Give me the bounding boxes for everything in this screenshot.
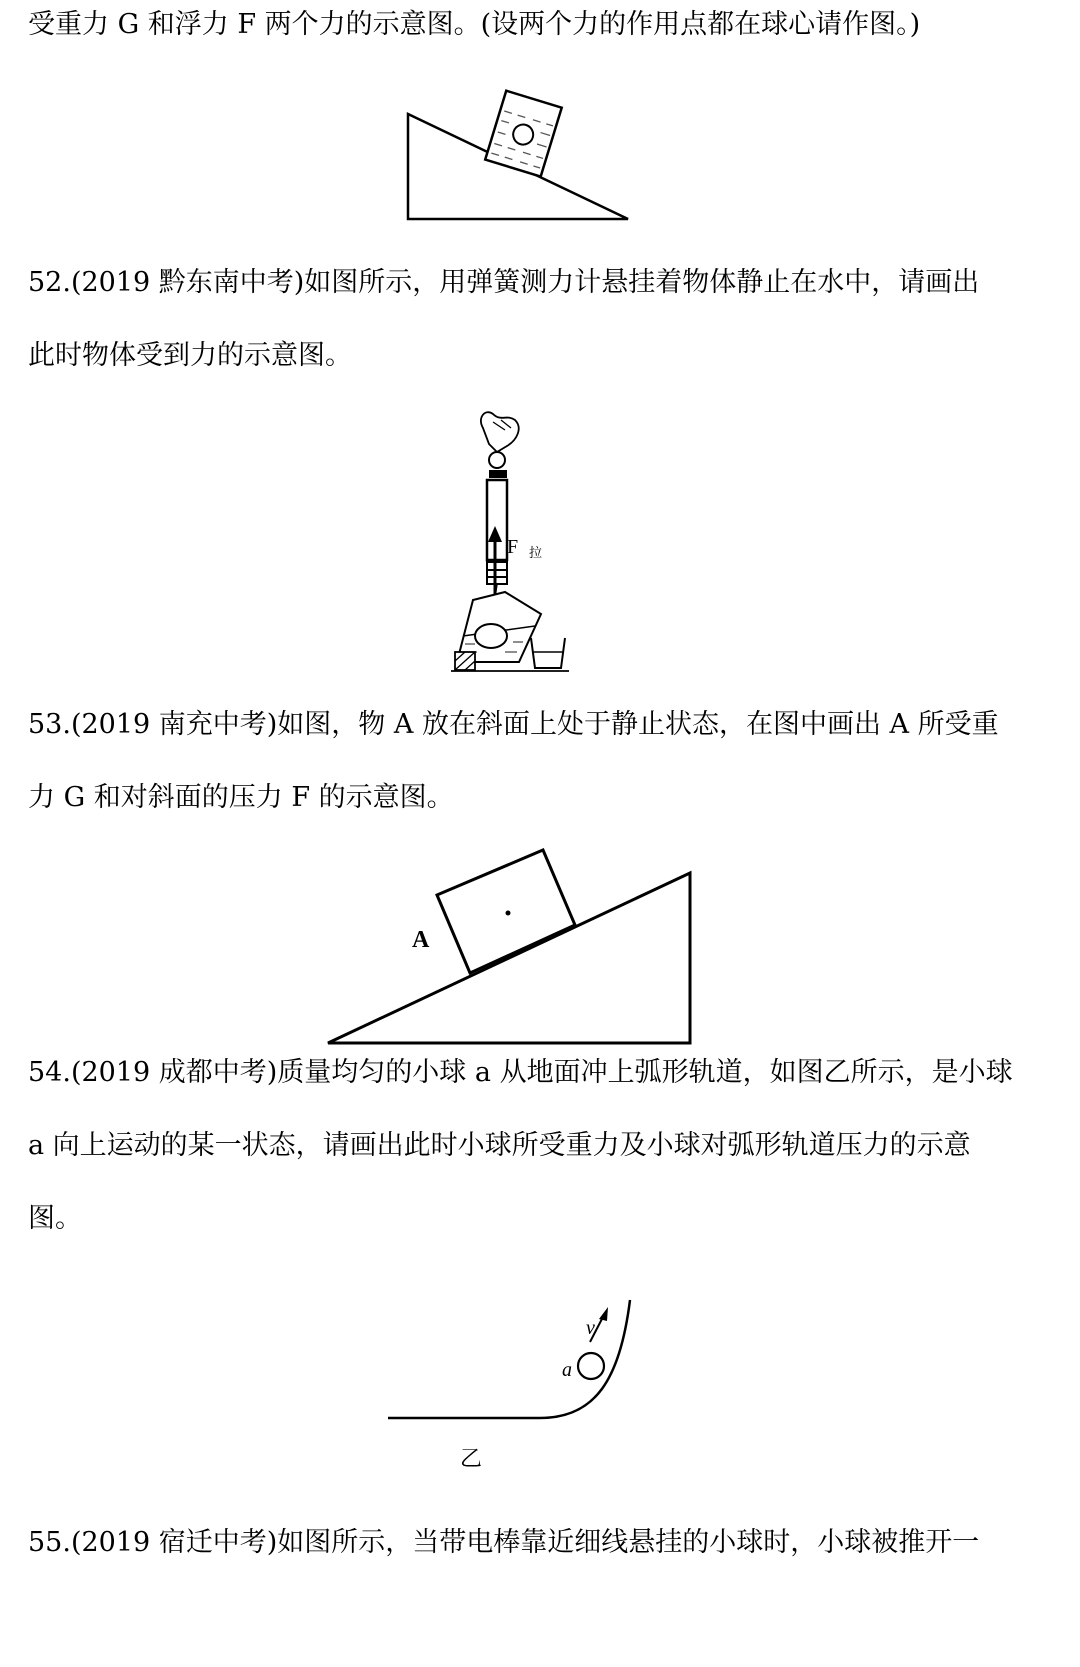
figure-caption: 乙: [460, 1447, 483, 1472]
force-label: F: [507, 536, 519, 558]
text-line: 受重力 G 和浮力 F 两个力的示意图。(设两个力的作用点都在球心请作图。): [28, 9, 921, 40]
text-line: 54.(2019 成都中考)质量均匀的小球 a 从地面冲上弧形轨道，如图乙所示，是小球: [28, 1057, 1013, 1088]
ball-label: a: [562, 1359, 572, 1381]
text-line: a 向上运动的某一状态，请画出此时小球所受重力及小球对弧形轨道压力的示意: [28, 1130, 971, 1161]
figure-incline-block: [300, 835, 720, 1050]
figure-beaker-on-incline: [395, 82, 645, 227]
figure-spring-scale: [445, 400, 595, 678]
text-line: 图。: [28, 1203, 82, 1234]
block-label: A: [412, 927, 430, 953]
text-line: 55.(2019 宿迁中考)如图所示，当带电棒靠近细线悬挂的小球时，小球被推开一: [28, 1527, 980, 1558]
text-line: 53.(2019 南充中考)如图，物 A 放在斜面上处于静止状态，在图中画出 A 所受重: [28, 709, 999, 740]
text-line: 此时物体受到力的示意图。: [28, 340, 352, 371]
velocity-label: v: [586, 1317, 595, 1339]
text-line: 52.(2019 黔东南中考)如图所示，用弹簧测力计悬挂着物体静止在水中，请画出: [28, 267, 980, 298]
force-subscript: 拉: [529, 545, 543, 560]
figure-arc-track: [380, 1290, 660, 1475]
text-line: 力 G 和对斜面的压力 F 的示意图。: [28, 782, 454, 813]
